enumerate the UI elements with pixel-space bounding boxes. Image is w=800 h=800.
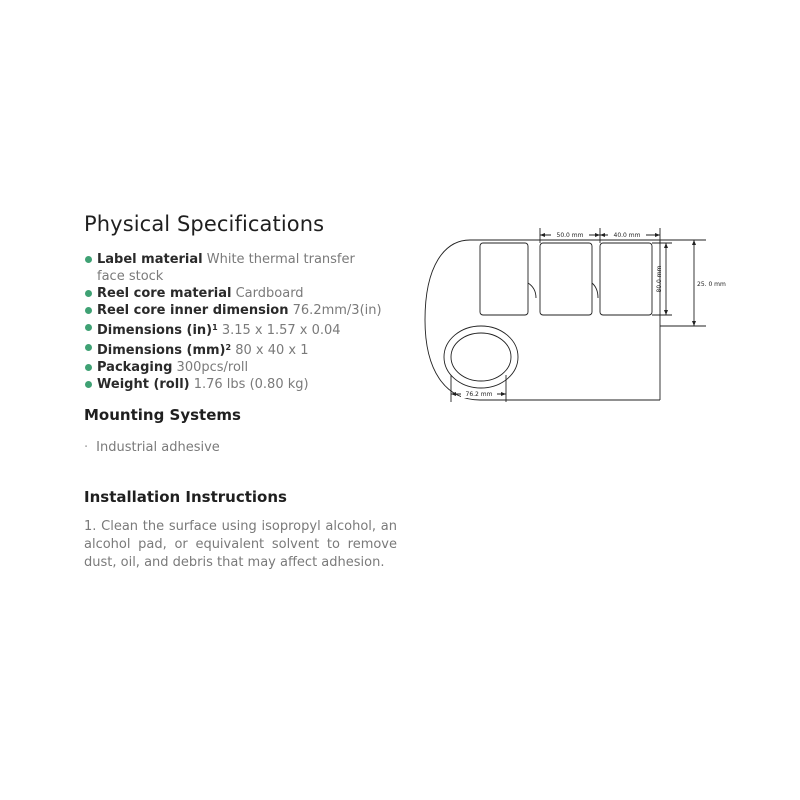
bullet-icon — [85, 256, 92, 263]
label-roll-diagram — [420, 225, 740, 410]
spec-key: Reel core inner dimension — [97, 303, 289, 318]
spec-key: Label material — [97, 252, 203, 267]
dim-label-50: 50.0 mm — [556, 232, 584, 239]
roll-core-outer — [444, 326, 518, 388]
label-1 — [480, 243, 528, 315]
spec-item-weight — [84, 376, 384, 393]
dim-label-25: 25. 0 mm — [697, 281, 726, 288]
label-3 — [600, 243, 652, 315]
spec-key-text: Dimensions (in) — [97, 323, 213, 338]
dim-label-40: 40.0 mm — [613, 232, 641, 239]
spec-item-label-material — [84, 251, 384, 285]
dim-label-80: 80.0 mm — [656, 265, 663, 293]
spec-value: 3.15 x 1.57 x 0.04 — [221, 323, 341, 338]
installation-title: Installation Instructions — [84, 488, 287, 506]
dim-label-76: 76.2 mm — [465, 391, 493, 398]
spec-key — [97, 323, 218, 338]
bullet-icon — [85, 381, 92, 388]
label-2 — [540, 243, 592, 315]
installation-text: 1. Clean the surface using isopropyl alcohol, an alcohol pad, or equivalent solvent to remove dust, oil, and debris that may affect adhesion. — [84, 519, 397, 570]
spec-key — [97, 343, 231, 358]
spec-item-packaging — [84, 359, 384, 376]
spec-key: Packaging — [97, 360, 173, 375]
mounting-item-text: Industrial adhesive — [96, 440, 220, 455]
spec-value: 1.76 lbs (0.80 kg) — [193, 377, 309, 392]
footnote-marker: 1 — [212, 323, 218, 332]
bullet-icon — [85, 307, 92, 314]
spec-item-reel-core-inner-dimension — [84, 302, 384, 319]
bullet-icon — [85, 344, 92, 351]
spec-value: White thermal transfer face stock — [97, 252, 355, 284]
spec-value: 76.2mm/3(in) — [292, 303, 382, 318]
bullet-icon — [85, 290, 92, 297]
spec-item-dimensions-in — [84, 319, 384, 339]
mounting-bullet: · — [84, 440, 89, 455]
mounting-item — [84, 440, 220, 455]
spec-key-text: Dimensions (mm) — [97, 343, 226, 358]
roll-core-inner — [451, 333, 511, 381]
spec-key: Weight (roll) — [97, 377, 190, 392]
spec-value: 80 x 40 x 1 — [235, 343, 309, 358]
bullet-icon — [85, 324, 92, 331]
spec-key: Reel core material — [97, 286, 232, 301]
spec-item-reel-core-material — [84, 285, 384, 302]
spec-value: Cardboard — [235, 286, 304, 301]
physical-specs-title: Physical Specifications — [84, 212, 325, 236]
footnote-marker: 2 — [225, 343, 232, 352]
bullet-icon — [85, 364, 92, 371]
mounting-systems-title: Mounting Systems — [84, 406, 241, 424]
roll-outline — [425, 240, 660, 400]
label-curl — [528, 283, 598, 298]
spec-item-dimensions-mm — [84, 339, 384, 359]
spec-list — [84, 251, 384, 393]
spec-value: 300pcs/roll — [176, 360, 249, 375]
